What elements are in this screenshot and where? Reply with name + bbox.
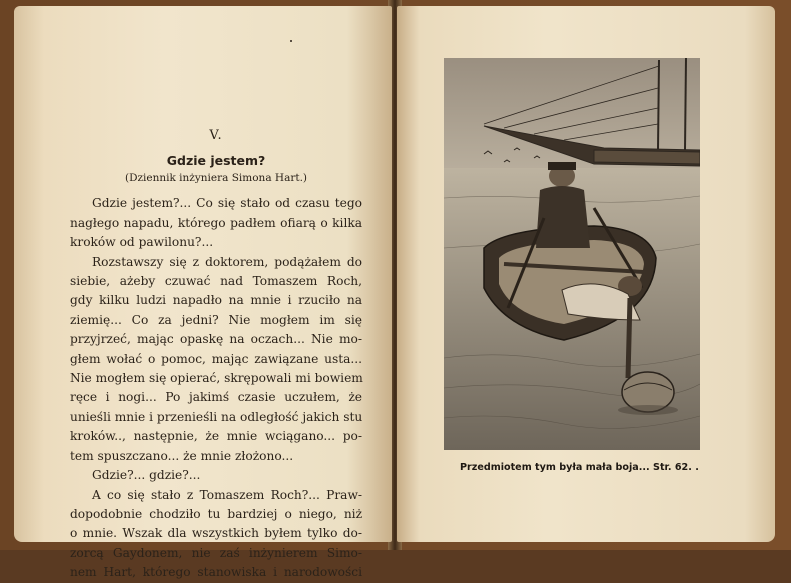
text-line: dopodobnie chodziło tu bardziej o niego, niż xyxy=(70,506,362,521)
chapter-number: V. xyxy=(209,128,223,143)
text-line: gdy kilku ludzi napadło na mnie i rzuciło na xyxy=(70,293,362,308)
chapter-body xyxy=(70,194,362,582)
boat-illustration xyxy=(444,58,700,450)
text-line: Rozstawszy się z doktorem, podążałem do xyxy=(92,254,362,269)
text-line: A co się stało z Tomaszem Roch?... Praw- xyxy=(92,487,362,502)
text-line: siebie, ażeby czuwać nad Tomaszem Roch, xyxy=(70,274,362,289)
text-line: Nie mogłem się opierać, skrępowali mi bowiem xyxy=(70,371,363,386)
illustration-artwork xyxy=(444,58,700,450)
text-line: kroków.., następnie, że mnie wciągano... po- xyxy=(70,429,362,444)
text-line: ręce i nogi... Po jakimś czasie uczułem, że xyxy=(70,390,362,405)
text-line: nem Hart, którego stanowiska i narodowości xyxy=(70,565,362,580)
text-line: zorcą Gaydonem, nie zaś inżynierem Simo- xyxy=(70,545,362,560)
text-line: tem spuszczano... że mnie złożono... xyxy=(70,448,294,463)
text-line: głem wołać o pomoc, mając zawiązane usta... xyxy=(70,351,362,366)
chapter-title: Gdzie jestem? xyxy=(166,153,266,169)
text-line: nagłego napadu, którego padłem ofiarą o kilka xyxy=(70,215,362,230)
text-line: przyjrzeć, mając opaskę na oczach... Nie mo- xyxy=(70,332,362,347)
illustration-caption: Przedmiotem tym była mała boja... Str. 62. . xyxy=(460,462,699,473)
text-line: unieśli mnie i przenieśli na odległość jakich stu xyxy=(70,409,363,424)
text-line: Gdzie jestem?... Co się stało od czasu tego xyxy=(92,196,362,211)
text-line: ziemię... Co za jedni? Nie mogłem im się xyxy=(70,312,362,327)
chapter-subtitle: (Dziennik inżyniera Simona Hart.) xyxy=(124,172,308,185)
paper-speck xyxy=(290,40,292,42)
left-page-text xyxy=(70,126,362,583)
text-line: Gdzie?... gdzie?... xyxy=(92,468,201,483)
text-line: kroków od pawilonu?... xyxy=(70,235,214,250)
text-line: o mnie. Wszak dla wszystkich byłem tylko do- xyxy=(70,526,362,541)
